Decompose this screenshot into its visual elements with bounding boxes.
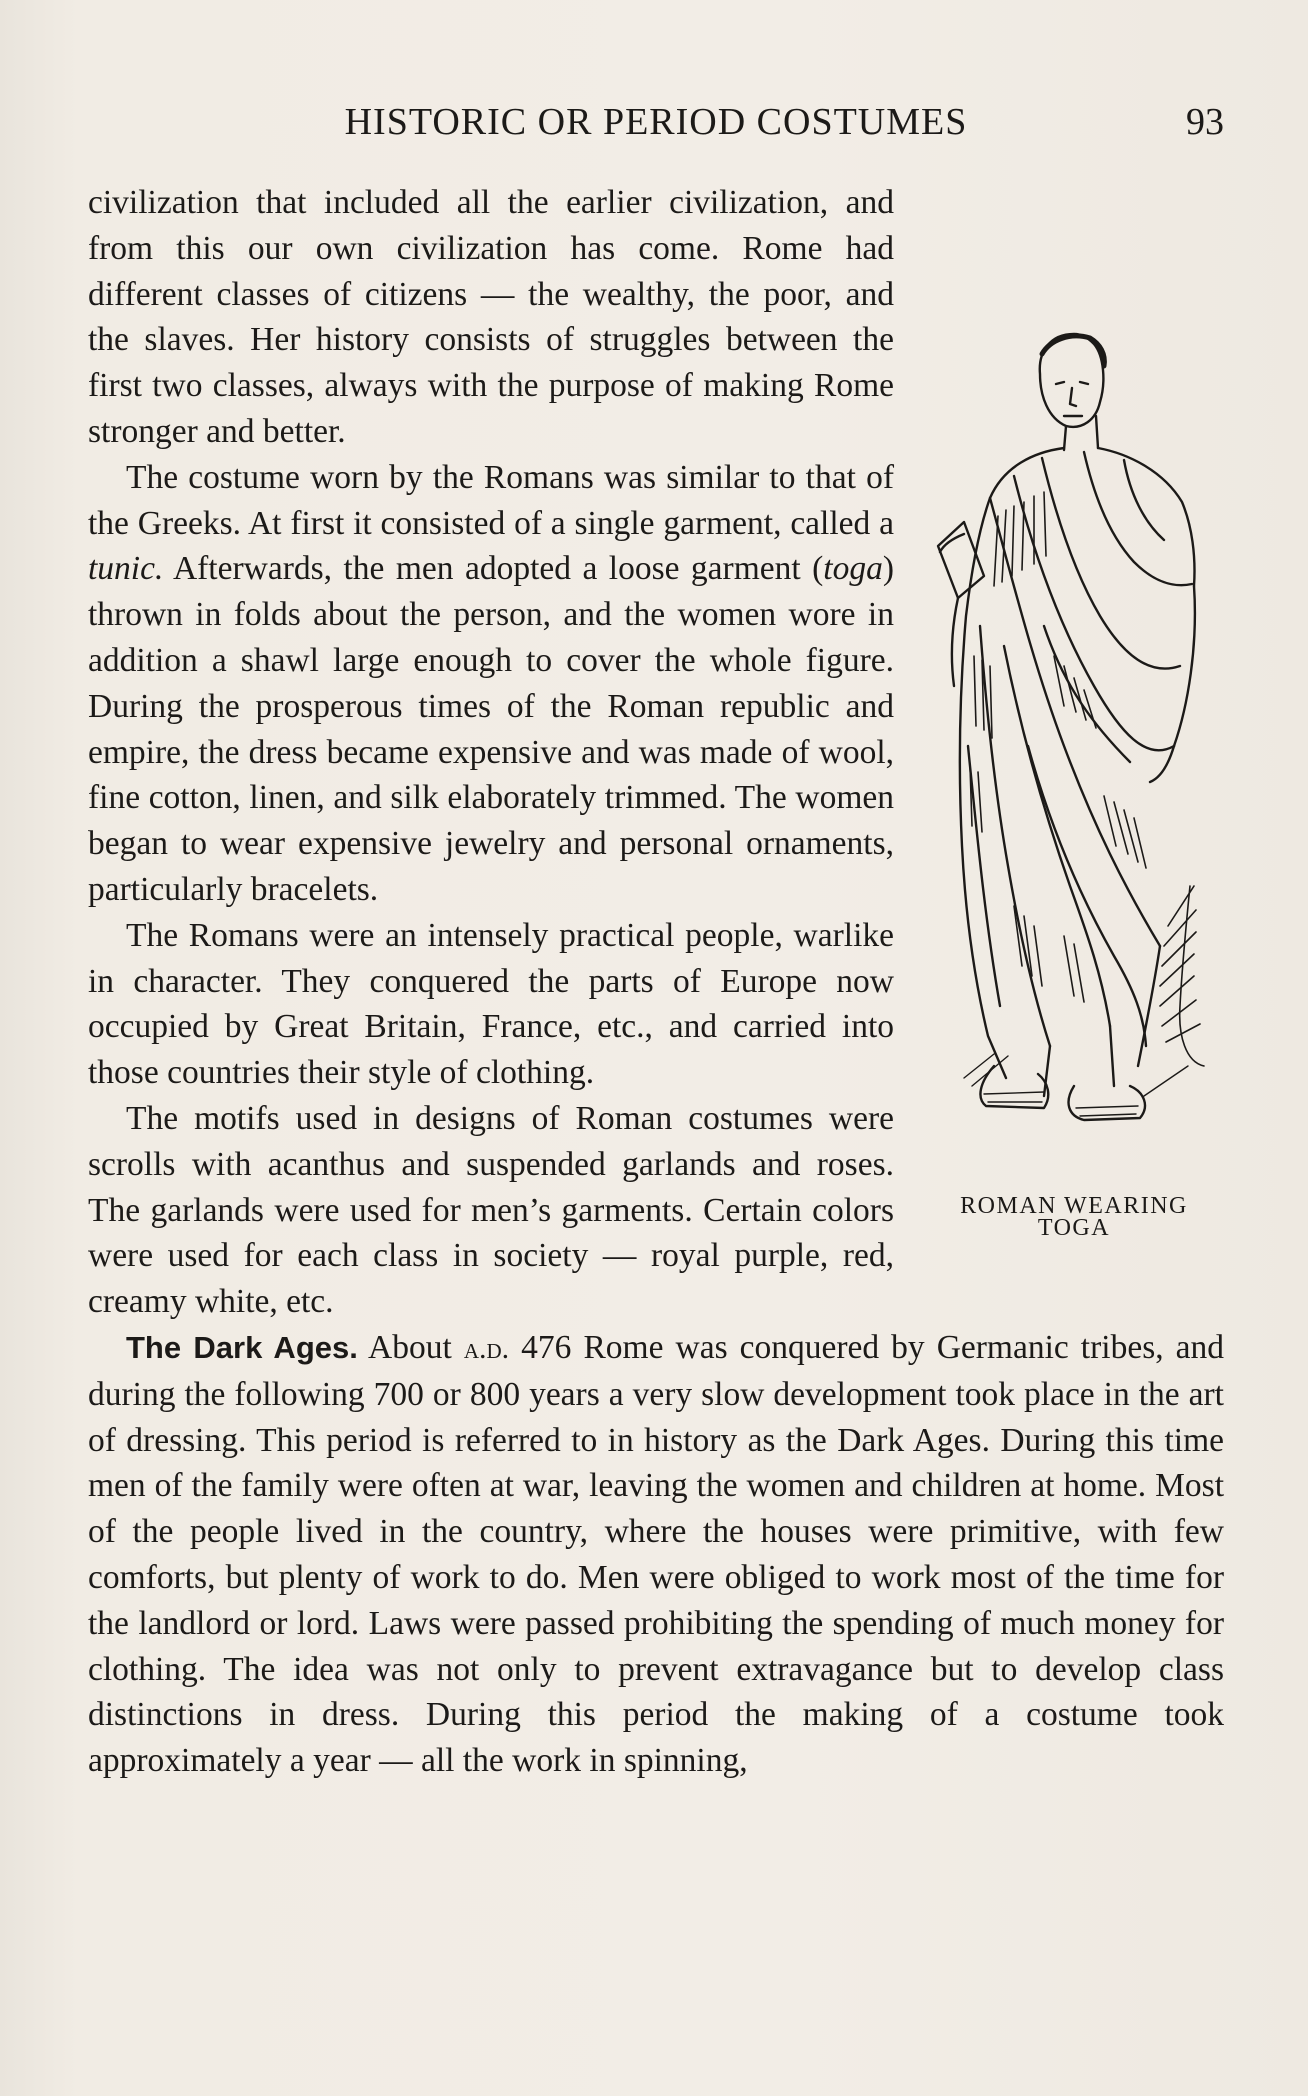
paragraph-4: The motifs used in designs of Roman costumes were scrolls with acanthus and suspended garlands and roses. The garlands were used for men’s garments. Certain colors were used for each class in society — royal purple, red, creamy white, etc.	[88, 1099, 894, 1321]
paragraph-2-part-c: ) thrown in folds about the person, and the women wore in addition a shawl large enough to cover the whole figure. During the prosperous times of the Roman republic and empire, the dress became expensive and was made of wool, fine cotton, linen, and silk elaborately trimmed. The women began to wear expensive jewelry and personal ornaments, particularly bracelets.	[88, 550, 894, 908]
paragraph-5-part-a: About	[357, 1328, 464, 1366]
paragraph-2-part-b: Afterwards, the men adopted a loose garment (	[163, 550, 824, 588]
figure-caption-line1: ROMAN WEARING	[960, 1193, 1188, 1219]
era-abbreviation: a.d.	[463, 1331, 510, 1365]
paragraph-5-part-b: 476 Rome was conquered by Germanic tribes, and during the following 700 or 800 years a very slow development took place in the art of dressing. This period is referred to in history as the Dark Ages. During this time men of the family were often at war, leaving the women and children at home. Most of the people lived in the country, where the houses were primitive, with few comforts, but plenty of work to do. Men were obliged to work most of the time for the landlord or lord. Laws were passed prohibiting the spending of much money for clothing. The idea was not only to prevent extravagance but to develop class distinctions in dress. During this period the making of a costume took approximately a year — all the work in spinning,	[88, 1328, 1224, 1780]
page-number: 93	[1186, 101, 1224, 143]
running-title: HISTORIC OR PERIOD COSTUMES	[344, 101, 968, 143]
body-text	[88, 180, 1224, 1784]
paragraph-2-part-a: The costume worn by the Romans was similar to that of the Greeks. At first it consisted of a single garment, called a	[88, 458, 894, 542]
term-toga: toga	[823, 550, 883, 588]
figure-caption-line2: TOGA	[1037, 1215, 1111, 1241]
paragraph-3: The Romans were an intensely practical people, warlike in character. They conquered the parts of Europe now occupied by Great Britain, France, etc., and carried into those countries their style of clothing.	[88, 916, 894, 1092]
roman-toga-illustration	[924, 326, 1224, 1168]
running-head	[88, 100, 1224, 150]
section-heading-dark-ages: The Dark Ages.	[126, 1329, 358, 1365]
paragraph-1: civilization that included all the earlier civilization, and from this our own civilization has come. Rome had different classes of citizens — the wealthy, the poor, and the slaves. Her history consists of struggles between the first two classes, always with the purpose of making Rome stronger and better.	[88, 184, 894, 450]
figure-roman-toga	[924, 326, 1224, 1241]
paragraph-5	[88, 1325, 1224, 1784]
term-tunic: tunic.	[88, 550, 164, 588]
